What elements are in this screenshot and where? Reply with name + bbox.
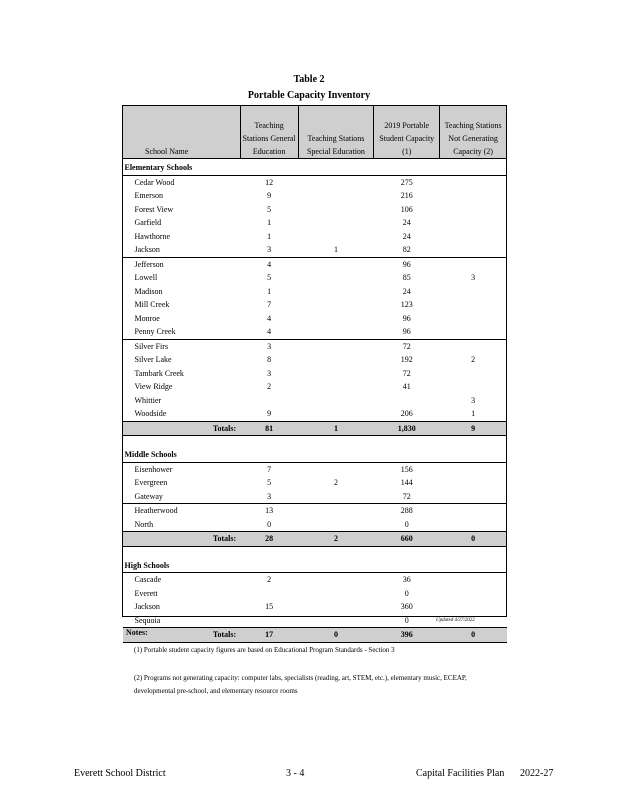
not-generating-stations: [440, 257, 507, 271]
student-capacity: 72: [402, 368, 411, 378]
table-row: [123, 203, 507, 217]
header-capacity: 2019 Portable Student Capacity (1): [374, 106, 440, 159]
not-generating-stations: [440, 600, 507, 614]
school-name: Sequoia: [134, 615, 161, 625]
student-capacity: 216: [400, 191, 413, 200]
general-stations: [240, 394, 298, 408]
not-generating-stations: [440, 230, 507, 244]
table-row: [123, 216, 507, 230]
total-value: 28: [240, 532, 298, 547]
total-value: 0: [440, 532, 507, 547]
general-stations: [240, 587, 298, 601]
general-stations: 13: [240, 504, 298, 518]
totals-label: Totals:: [123, 628, 241, 643]
section-header-row: [123, 159, 507, 176]
special-stations: [298, 367, 374, 381]
student-capacity: 123: [400, 300, 413, 309]
not-generating-stations: [440, 189, 507, 203]
totals-row: [123, 628, 507, 643]
student-capacity: 275: [400, 177, 413, 187]
special-stations: [298, 518, 374, 532]
student-capacity: 96: [402, 313, 411, 323]
school-name: Jackson: [134, 245, 160, 254]
general-stations: 12: [265, 177, 274, 187]
totals-label: Totals:: [123, 532, 241, 547]
special-stations: [298, 325, 374, 339]
not-generating-stations: [440, 518, 507, 532]
not-generating-stations: [440, 243, 507, 257]
general-stations: 2: [267, 382, 272, 391]
section-header-row: [123, 557, 507, 573]
school-name: Monroe: [134, 313, 160, 323]
table-title: Portable Capacity Inventory: [247, 90, 371, 101]
student-capacity: 24: [402, 218, 411, 227]
general-stations: 0: [267, 519, 272, 529]
student-capacity: 96: [402, 327, 411, 336]
student-capacity: 0: [404, 588, 409, 598]
school-name: Gateway: [134, 491, 163, 501]
general-stations: 7: [267, 464, 272, 474]
capacity-table: [122, 105, 507, 643]
header-not-generating: Teaching Stations Not Generating Capacity (2): [440, 106, 507, 159]
school-name: North: [134, 519, 154, 529]
not-generating-stations: [440, 573, 507, 587]
school-name: Cedar Wood: [134, 177, 175, 187]
student-capacity: 144: [400, 478, 413, 487]
student-capacity: 0: [404, 519, 409, 529]
not-generating-stations: [440, 476, 507, 490]
student-capacity: 41: [402, 382, 411, 391]
school-name: Silver Firs: [123, 339, 241, 353]
special-stations: [298, 189, 374, 203]
school-name: Evergreen: [134, 478, 168, 487]
special-stations: [298, 353, 374, 367]
total-value: 17: [240, 628, 298, 643]
student-capacity: 24: [402, 231, 411, 241]
totals-label: Totals:: [123, 421, 241, 436]
school-name: Jackson: [134, 602, 160, 611]
not-generating-stations: [440, 298, 507, 312]
table-row: [123, 243, 507, 257]
special-stations: 2: [333, 478, 338, 487]
special-stations: [298, 490, 374, 504]
general-stations: 4: [267, 327, 272, 336]
student-capacity: 85: [402, 273, 411, 282]
school-name: Garfield: [134, 218, 162, 227]
table-row: [123, 462, 507, 476]
section-name: Elementary Schools: [123, 159, 507, 176]
not-generating-stations: [440, 312, 507, 326]
special-stations: [298, 216, 374, 230]
table-row: [123, 380, 507, 394]
special-stations: [298, 407, 374, 421]
special-stations: [298, 394, 374, 408]
school-name: Mill Creek: [134, 300, 170, 309]
table-row: [123, 573, 507, 587]
notes-heading: Notes:: [126, 628, 148, 637]
not-generating-stations: 3: [471, 395, 476, 405]
special-stations: [298, 271, 374, 285]
general-stations: 3: [267, 245, 272, 254]
table-row: [123, 230, 507, 244]
school-name: Penny Creek: [134, 327, 176, 336]
table-row: [123, 600, 507, 614]
special-stations: [298, 285, 374, 299]
school-name: Forest View: [134, 204, 174, 214]
student-capacity: 106: [400, 204, 413, 214]
total-value: 1: [298, 421, 374, 436]
not-generating-stations: [440, 490, 507, 504]
totals-row: [123, 532, 507, 547]
table-row: [123, 394, 507, 408]
note-2: (2) Programs not generating capacity: computer labs, specialists (reading, art, STEM, etc.), elementary music, ECEAP, developmental pre-school, and elementary resource rooms: [134, 674, 467, 695]
table-row: [123, 175, 507, 189]
general-stations: [240, 614, 298, 628]
general-stations: 9: [267, 409, 272, 418]
school-name: Tambark Creek: [134, 368, 184, 378]
school-name: Jefferson: [123, 257, 241, 271]
not-generating-stations: [440, 216, 507, 230]
student-capacity: 72: [374, 339, 440, 353]
section-header-row: [123, 446, 507, 462]
footer-page-number: 3 - 4: [286, 768, 305, 779]
table-row: [123, 587, 507, 601]
total-value: 2: [298, 532, 374, 547]
general-stations: 3: [267, 368, 272, 378]
not-generating-stations: [440, 367, 507, 381]
general-stations: 1: [267, 286, 272, 296]
not-generating-stations: [440, 339, 507, 353]
not-generating-stations: [440, 504, 507, 518]
section-name: High Schools: [123, 557, 507, 573]
updated-date: Updated 4/27/2022: [436, 618, 475, 623]
general-stations: 3: [267, 491, 272, 501]
special-stations: 1: [333, 245, 338, 254]
table-number: Table 2: [293, 74, 325, 85]
school-name: Hawthorne: [134, 231, 171, 241]
student-capacity: 192: [400, 355, 413, 364]
special-stations: [298, 312, 374, 326]
general-stations: 8: [267, 355, 272, 364]
table-row: [123, 353, 507, 367]
general-stations: 5: [267, 273, 272, 282]
special-stations: [298, 230, 374, 244]
not-generating-stations: 1: [471, 409, 476, 418]
section-spacer: [123, 546, 507, 557]
school-name: Emerson: [134, 191, 163, 200]
table-row: [123, 490, 507, 504]
general-stations: 7: [267, 300, 272, 309]
table-row: [123, 189, 507, 203]
footer-plan-title: Capital Facilities Plan: [416, 768, 505, 779]
table-row: [123, 257, 507, 271]
special-stations: [298, 203, 374, 217]
total-value: 1,830: [374, 421, 440, 436]
special-stations: [298, 504, 374, 518]
special-stations: [298, 298, 374, 312]
table-row: [123, 271, 507, 285]
not-generating-stations: [440, 175, 507, 189]
school-name: Madison: [134, 286, 163, 296]
not-generating-stations: [440, 325, 507, 339]
table-body: [123, 159, 507, 643]
general-stations: 9: [267, 191, 272, 200]
school-name: Woodside: [134, 409, 167, 418]
school-name: Lowell: [134, 273, 158, 282]
table-row: [123, 298, 507, 312]
general-stations: 5: [267, 204, 272, 214]
student-capacity: 96: [374, 257, 440, 271]
special-stations: [298, 339, 374, 353]
table-row: [123, 407, 507, 421]
general-stations: 3: [240, 339, 298, 353]
not-generating-stations: [440, 203, 507, 217]
not-generating-stations: [440, 380, 507, 394]
student-capacity: 24: [402, 286, 411, 296]
special-stations: [298, 573, 374, 587]
special-stations: [298, 587, 374, 601]
student-capacity: 82: [402, 245, 411, 254]
total-value: 0: [440, 628, 507, 643]
special-stations: [298, 614, 374, 628]
student-capacity: 288: [374, 504, 440, 518]
school-name: Cascade: [134, 575, 162, 584]
header-general: Teaching Stations General Education: [240, 106, 298, 159]
student-capacity: 72: [402, 491, 411, 501]
school-name: Heatherwood: [123, 504, 241, 518]
general-stations: 1: [267, 218, 272, 227]
total-value: 9: [440, 421, 507, 436]
table-row: [123, 325, 507, 339]
not-generating-stations: [440, 285, 507, 299]
general-stations: 1: [267, 231, 272, 241]
not-generating-stations: 3: [471, 273, 476, 282]
school-name: View Ridge: [134, 382, 173, 391]
school-name: Eisenhower: [134, 464, 173, 474]
note-1: (1) Portable student capacity figures are based on Educational Program Standards - Section 3: [134, 646, 395, 654]
school-name: Whittier: [134, 395, 162, 405]
header-row: [123, 106, 507, 159]
student-capacity: 156: [400, 464, 413, 474]
table-row: [123, 285, 507, 299]
not-generating-stations: 2: [471, 355, 476, 364]
table-row: [123, 367, 507, 381]
footer-years: 2022-27: [520, 768, 554, 779]
table-row: [123, 339, 507, 353]
special-stations: [298, 462, 374, 476]
table-row: [123, 504, 507, 518]
general-stations: 2: [267, 575, 272, 584]
general-stations: 4: [240, 257, 298, 271]
school-name: Everett: [134, 588, 158, 598]
student-capacity: 206: [400, 409, 413, 418]
total-value: 81: [240, 421, 298, 436]
special-stations: [298, 257, 374, 271]
general-stations: 4: [267, 313, 272, 323]
student-capacity: 0: [404, 615, 409, 625]
table-row: [123, 518, 507, 532]
table-row: [123, 476, 507, 490]
student-capacity: 360: [400, 602, 413, 611]
footer-district: Everett School District: [74, 768, 166, 779]
header-special: Teaching Stations Special Education: [298, 106, 374, 159]
not-generating-stations: [440, 462, 507, 476]
section-spacer: [123, 436, 507, 447]
special-stations: [298, 380, 374, 394]
total-value: 0: [298, 628, 374, 643]
not-generating-stations: [440, 587, 507, 601]
total-value: 396: [374, 628, 440, 643]
general-stations: 5: [267, 478, 272, 487]
total-value: 660: [374, 532, 440, 547]
student-capacity: [374, 394, 440, 408]
special-stations: [298, 175, 374, 189]
header-school-name: School Name: [123, 106, 241, 159]
totals-row: [123, 421, 507, 436]
general-stations: 15: [265, 602, 274, 611]
student-capacity: 36: [402, 575, 411, 584]
section-name: Middle Schools: [123, 446, 507, 462]
school-name: Silver Lake: [134, 355, 172, 364]
special-stations: [298, 600, 374, 614]
table-row: [123, 312, 507, 326]
